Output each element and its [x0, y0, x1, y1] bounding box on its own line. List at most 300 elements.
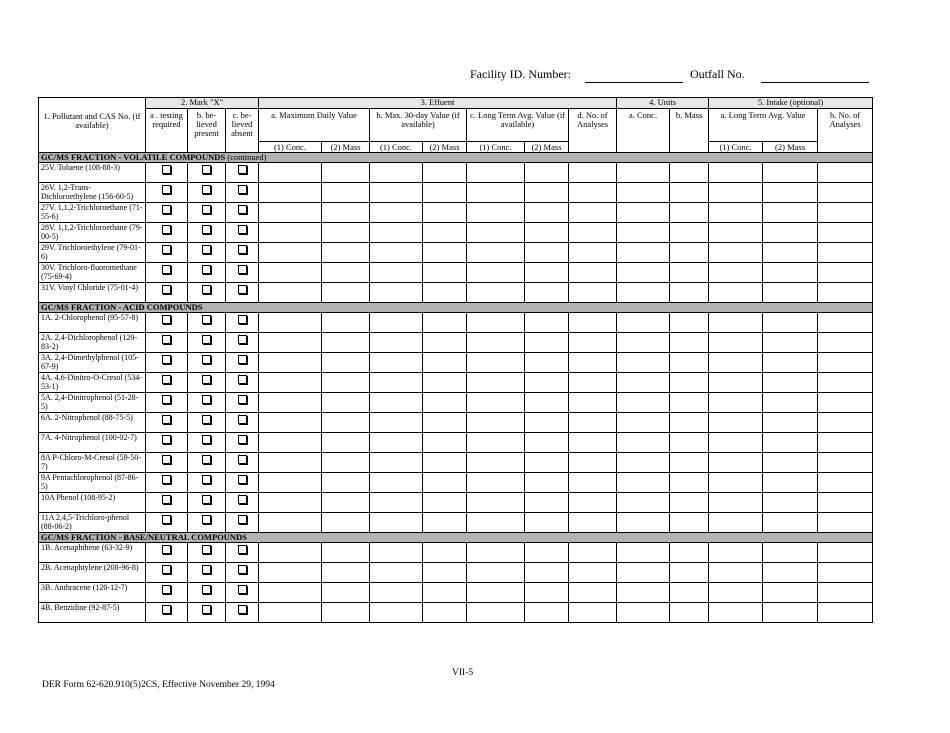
long-term-conc-input[interactable]: [467, 543, 525, 563]
max-30day-conc-input[interactable]: [370, 493, 423, 513]
intake-conc-input[interactable]: [709, 263, 763, 283]
units-mass-input[interactable]: [670, 373, 709, 393]
max-30day-mass-input[interactable]: [423, 313, 467, 333]
intake-analyses-input[interactable]: [818, 433, 873, 453]
believed-absent-checkbox[interactable]: [238, 285, 247, 294]
max-daily-conc-input[interactable]: [259, 263, 322, 283]
intake-analyses-input[interactable]: [818, 453, 873, 473]
long-term-conc-input[interactable]: [467, 513, 525, 533]
num-analyses-input[interactable]: [569, 473, 617, 493]
believed-present-checkbox[interactable]: [202, 315, 211, 324]
units-mass-input[interactable]: [670, 413, 709, 433]
testing-required-checkbox[interactable]: [162, 245, 171, 254]
num-analyses-input[interactable]: [569, 563, 617, 583]
intake-conc-input[interactable]: [709, 603, 763, 623]
believed-present-checkbox[interactable]: [202, 165, 211, 174]
believed-absent-checkbox[interactable]: [238, 435, 247, 444]
believed-present-checkbox[interactable]: [202, 245, 211, 254]
max-30day-conc-input[interactable]: [370, 353, 423, 373]
max-30day-conc-input[interactable]: [370, 263, 423, 283]
long-term-mass-input[interactable]: [525, 203, 569, 223]
max-30day-mass-input[interactable]: [423, 473, 467, 493]
max-30day-mass-input[interactable]: [423, 373, 467, 393]
num-analyses-input[interactable]: [569, 493, 617, 513]
testing-required-checkbox[interactable]: [162, 455, 171, 464]
units-mass-input[interactable]: [670, 513, 709, 533]
max-daily-mass-input[interactable]: [322, 353, 370, 373]
units-conc-input[interactable]: [617, 263, 670, 283]
max-daily-mass-input[interactable]: [322, 373, 370, 393]
long-term-mass-input[interactable]: [525, 583, 569, 603]
intake-analyses-input[interactable]: [818, 473, 873, 493]
long-term-conc-input[interactable]: [467, 243, 525, 263]
max-daily-mass-input[interactable]: [322, 393, 370, 413]
intake-analyses-input[interactable]: [818, 493, 873, 513]
intake-analyses-input[interactable]: [818, 413, 873, 433]
max-daily-conc-input[interactable]: [259, 543, 322, 563]
units-mass-input[interactable]: [670, 393, 709, 413]
long-term-conc-input[interactable]: [467, 163, 525, 183]
intake-analyses-input[interactable]: [818, 543, 873, 563]
max-30day-conc-input[interactable]: [370, 433, 423, 453]
max-30day-mass-input[interactable]: [423, 243, 467, 263]
max-daily-mass-input[interactable]: [322, 263, 370, 283]
max-30day-mass-input[interactable]: [423, 543, 467, 563]
long-term-conc-input[interactable]: [467, 493, 525, 513]
max-30day-mass-input[interactable]: [423, 583, 467, 603]
believed-absent-checkbox[interactable]: [238, 455, 247, 464]
units-conc-input[interactable]: [617, 283, 670, 303]
max-daily-mass-input[interactable]: [322, 223, 370, 243]
units-mass-input[interactable]: [670, 203, 709, 223]
testing-required-checkbox[interactable]: [162, 395, 171, 404]
intake-mass-input[interactable]: [763, 413, 818, 433]
num-analyses-input[interactable]: [569, 433, 617, 453]
believed-absent-checkbox[interactable]: [238, 475, 247, 484]
max-30day-mass-input[interactable]: [423, 603, 467, 623]
max-30day-mass-input[interactable]: [423, 353, 467, 373]
units-mass-input[interactable]: [670, 583, 709, 603]
max-daily-conc-input[interactable]: [259, 413, 322, 433]
max-30day-conc-input[interactable]: [370, 563, 423, 583]
believed-present-checkbox[interactable]: [202, 475, 211, 484]
believed-absent-checkbox[interactable]: [238, 585, 247, 594]
testing-required-checkbox[interactable]: [162, 435, 171, 444]
believed-absent-checkbox[interactable]: [238, 315, 247, 324]
num-analyses-input[interactable]: [569, 243, 617, 263]
max-30day-mass-input[interactable]: [423, 283, 467, 303]
max-30day-mass-input[interactable]: [423, 163, 467, 183]
units-conc-input[interactable]: [617, 393, 670, 413]
testing-required-checkbox[interactable]: [162, 565, 171, 574]
max-daily-mass-input[interactable]: [322, 163, 370, 183]
intake-conc-input[interactable]: [709, 493, 763, 513]
long-term-mass-input[interactable]: [525, 313, 569, 333]
intake-analyses-input[interactable]: [818, 263, 873, 283]
believed-present-checkbox[interactable]: [202, 285, 211, 294]
units-mass-input[interactable]: [670, 473, 709, 493]
believed-present-checkbox[interactable]: [202, 515, 211, 524]
max-30day-mass-input[interactable]: [423, 453, 467, 473]
units-mass-input[interactable]: [670, 223, 709, 243]
testing-required-checkbox[interactable]: [162, 495, 171, 504]
long-term-mass-input[interactable]: [525, 493, 569, 513]
units-conc-input[interactable]: [617, 333, 670, 353]
believed-present-checkbox[interactable]: [202, 395, 211, 404]
believed-absent-checkbox[interactable]: [238, 495, 247, 504]
long-term-conc-input[interactable]: [467, 583, 525, 603]
num-analyses-input[interactable]: [569, 183, 617, 203]
believed-present-checkbox[interactable]: [202, 495, 211, 504]
max-30day-conc-input[interactable]: [370, 583, 423, 603]
max-daily-conc-input[interactable]: [259, 493, 322, 513]
long-term-conc-input[interactable]: [467, 283, 525, 303]
intake-mass-input[interactable]: [763, 563, 818, 583]
intake-analyses-input[interactable]: [818, 583, 873, 603]
units-mass-input[interactable]: [670, 453, 709, 473]
long-term-mass-input[interactable]: [525, 333, 569, 353]
units-mass-input[interactable]: [670, 263, 709, 283]
max-daily-conc-input[interactable]: [259, 223, 322, 243]
intake-conc-input[interactable]: [709, 283, 763, 303]
testing-required-checkbox[interactable]: [162, 585, 171, 594]
max-30day-conc-input[interactable]: [370, 183, 423, 203]
intake-conc-input[interactable]: [709, 203, 763, 223]
testing-required-checkbox[interactable]: [162, 165, 171, 174]
long-term-mass-input[interactable]: [525, 413, 569, 433]
num-analyses-input[interactable]: [569, 453, 617, 473]
max-daily-mass-input[interactable]: [322, 313, 370, 333]
believed-absent-checkbox[interactable]: [238, 375, 247, 384]
intake-conc-input[interactable]: [709, 473, 763, 493]
long-term-mass-input[interactable]: [525, 243, 569, 263]
intake-conc-input[interactable]: [709, 183, 763, 203]
units-mass-input[interactable]: [670, 243, 709, 263]
believed-present-checkbox[interactable]: [202, 335, 211, 344]
long-term-conc-input[interactable]: [467, 183, 525, 203]
intake-mass-input[interactable]: [763, 513, 818, 533]
num-analyses-input[interactable]: [569, 223, 617, 243]
units-conc-input[interactable]: [617, 563, 670, 583]
believed-present-checkbox[interactable]: [202, 585, 211, 594]
testing-required-checkbox[interactable]: [162, 185, 171, 194]
max-30day-conc-input[interactable]: [370, 203, 423, 223]
units-conc-input[interactable]: [617, 493, 670, 513]
testing-required-checkbox[interactable]: [162, 335, 171, 344]
intake-conc-input[interactable]: [709, 563, 763, 583]
believed-present-checkbox[interactable]: [202, 375, 211, 384]
believed-absent-checkbox[interactable]: [238, 265, 247, 274]
max-daily-mass-input[interactable]: [322, 453, 370, 473]
max-daily-mass-input[interactable]: [322, 413, 370, 433]
believed-present-checkbox[interactable]: [202, 205, 211, 214]
units-conc-input[interactable]: [617, 163, 670, 183]
outfall-field[interactable]: [761, 82, 869, 83]
units-conc-input[interactable]: [617, 183, 670, 203]
testing-required-checkbox[interactable]: [162, 285, 171, 294]
intake-analyses-input[interactable]: [818, 393, 873, 413]
num-analyses-input[interactable]: [569, 513, 617, 533]
long-term-mass-input[interactable]: [525, 163, 569, 183]
long-term-mass-input[interactable]: [525, 263, 569, 283]
max-30day-conc-input[interactable]: [370, 283, 423, 303]
believed-present-checkbox[interactable]: [202, 565, 211, 574]
units-mass-input[interactable]: [670, 183, 709, 203]
max-30day-conc-input[interactable]: [370, 313, 423, 333]
intake-mass-input[interactable]: [763, 543, 818, 563]
intake-analyses-input[interactable]: [818, 183, 873, 203]
max-30day-conc-input[interactable]: [370, 603, 423, 623]
believed-present-checkbox[interactable]: [202, 415, 211, 424]
long-term-mass-input[interactable]: [525, 453, 569, 473]
long-term-mass-input[interactable]: [525, 373, 569, 393]
intake-mass-input[interactable]: [763, 583, 818, 603]
max-daily-conc-input[interactable]: [259, 453, 322, 473]
long-term-mass-input[interactable]: [525, 513, 569, 533]
long-term-conc-input[interactable]: [467, 473, 525, 493]
max-30day-mass-input[interactable]: [423, 263, 467, 283]
long-term-conc-input[interactable]: [467, 313, 525, 333]
believed-absent-checkbox[interactable]: [238, 245, 247, 254]
long-term-conc-input[interactable]: [467, 563, 525, 583]
max-daily-mass-input[interactable]: [322, 513, 370, 533]
num-analyses-input[interactable]: [569, 333, 617, 353]
max-30day-conc-input[interactable]: [370, 393, 423, 413]
num-analyses-input[interactable]: [569, 163, 617, 183]
intake-analyses-input[interactable]: [818, 243, 873, 263]
max-daily-mass-input[interactable]: [322, 563, 370, 583]
max-30day-conc-input[interactable]: [370, 453, 423, 473]
max-daily-conc-input[interactable]: [259, 603, 322, 623]
intake-mass-input[interactable]: [763, 313, 818, 333]
believed-present-checkbox[interactable]: [202, 545, 211, 554]
long-term-mass-input[interactable]: [525, 353, 569, 373]
believed-absent-checkbox[interactable]: [238, 335, 247, 344]
units-conc-input[interactable]: [617, 373, 670, 393]
intake-mass-input[interactable]: [763, 433, 818, 453]
long-term-conc-input[interactable]: [467, 203, 525, 223]
testing-required-checkbox[interactable]: [162, 605, 171, 614]
units-conc-input[interactable]: [617, 433, 670, 453]
intake-conc-input[interactable]: [709, 513, 763, 533]
long-term-conc-input[interactable]: [467, 373, 525, 393]
intake-mass-input[interactable]: [763, 203, 818, 223]
max-daily-conc-input[interactable]: [259, 183, 322, 203]
max-30day-mass-input[interactable]: [423, 333, 467, 353]
intake-conc-input[interactable]: [709, 223, 763, 243]
max-30day-mass-input[interactable]: [423, 563, 467, 583]
units-mass-input[interactable]: [670, 493, 709, 513]
num-analyses-input[interactable]: [569, 283, 617, 303]
units-mass-input[interactable]: [670, 333, 709, 353]
long-term-conc-input[interactable]: [467, 333, 525, 353]
max-30day-conc-input[interactable]: [370, 243, 423, 263]
long-term-mass-input[interactable]: [525, 183, 569, 203]
long-term-mass-input[interactable]: [525, 283, 569, 303]
max-daily-conc-input[interactable]: [259, 333, 322, 353]
units-mass-input[interactable]: [670, 603, 709, 623]
long-term-conc-input[interactable]: [467, 433, 525, 453]
units-conc-input[interactable]: [617, 603, 670, 623]
max-daily-conc-input[interactable]: [259, 393, 322, 413]
max-30day-conc-input[interactable]: [370, 333, 423, 353]
long-term-conc-input[interactable]: [467, 393, 525, 413]
units-conc-input[interactable]: [617, 223, 670, 243]
believed-absent-checkbox[interactable]: [238, 545, 247, 554]
intake-conc-input[interactable]: [709, 453, 763, 473]
long-term-mass-input[interactable]: [525, 563, 569, 583]
believed-absent-checkbox[interactable]: [238, 395, 247, 404]
intake-conc-input[interactable]: [709, 353, 763, 373]
max-30day-conc-input[interactable]: [370, 513, 423, 533]
intake-conc-input[interactable]: [709, 543, 763, 563]
long-term-mass-input[interactable]: [525, 543, 569, 563]
units-conc-input[interactable]: [617, 513, 670, 533]
max-daily-mass-input[interactable]: [322, 283, 370, 303]
max-daily-mass-input[interactable]: [322, 203, 370, 223]
believed-present-checkbox[interactable]: [202, 455, 211, 464]
units-conc-input[interactable]: [617, 243, 670, 263]
long-term-conc-input[interactable]: [467, 413, 525, 433]
long-term-conc-input[interactable]: [467, 603, 525, 623]
units-mass-input[interactable]: [670, 163, 709, 183]
units-conc-input[interactable]: [617, 453, 670, 473]
max-30day-mass-input[interactable]: [423, 493, 467, 513]
units-mass-input[interactable]: [670, 543, 709, 563]
max-30day-mass-input[interactable]: [423, 413, 467, 433]
intake-mass-input[interactable]: [763, 373, 818, 393]
intake-analyses-input[interactable]: [818, 603, 873, 623]
long-term-conc-input[interactable]: [467, 263, 525, 283]
num-analyses-input[interactable]: [569, 603, 617, 623]
num-analyses-input[interactable]: [569, 203, 617, 223]
units-conc-input[interactable]: [617, 583, 670, 603]
max-daily-conc-input[interactable]: [259, 163, 322, 183]
units-conc-input[interactable]: [617, 413, 670, 433]
num-analyses-input[interactable]: [569, 583, 617, 603]
max-30day-mass-input[interactable]: [423, 393, 467, 413]
units-mass-input[interactable]: [670, 563, 709, 583]
units-mass-input[interactable]: [670, 353, 709, 373]
num-analyses-input[interactable]: [569, 543, 617, 563]
facility-id-field[interactable]: [585, 82, 683, 83]
max-daily-mass-input[interactable]: [322, 243, 370, 263]
units-mass-input[interactable]: [670, 433, 709, 453]
max-30day-conc-input[interactable]: [370, 413, 423, 433]
testing-required-checkbox[interactable]: [162, 545, 171, 554]
max-30day-mass-input[interactable]: [423, 433, 467, 453]
max-30day-mass-input[interactable]: [423, 223, 467, 243]
intake-conc-input[interactable]: [709, 243, 763, 263]
intake-mass-input[interactable]: [763, 283, 818, 303]
long-term-conc-input[interactable]: [467, 353, 525, 373]
believed-present-checkbox[interactable]: [202, 435, 211, 444]
intake-conc-input[interactable]: [709, 583, 763, 603]
intake-conc-input[interactable]: [709, 333, 763, 353]
units-mass-input[interactable]: [670, 313, 709, 333]
intake-conc-input[interactable]: [709, 313, 763, 333]
believed-absent-checkbox[interactable]: [238, 565, 247, 574]
units-conc-input[interactable]: [617, 203, 670, 223]
max-30day-mass-input[interactable]: [423, 183, 467, 203]
max-daily-mass-input[interactable]: [322, 473, 370, 493]
believed-absent-checkbox[interactable]: [238, 185, 247, 194]
long-term-mass-input[interactable]: [525, 433, 569, 453]
max-daily-conc-input[interactable]: [259, 203, 322, 223]
intake-mass-input[interactable]: [763, 223, 818, 243]
max-30day-conc-input[interactable]: [370, 223, 423, 243]
max-daily-mass-input[interactable]: [322, 493, 370, 513]
believed-absent-checkbox[interactable]: [238, 605, 247, 614]
max-30day-conc-input[interactable]: [370, 163, 423, 183]
intake-analyses-input[interactable]: [818, 313, 873, 333]
intake-mass-input[interactable]: [763, 603, 818, 623]
max-daily-mass-input[interactable]: [322, 333, 370, 353]
intake-analyses-input[interactable]: [818, 223, 873, 243]
max-daily-conc-input[interactable]: [259, 433, 322, 453]
intake-mass-input[interactable]: [763, 183, 818, 203]
testing-required-checkbox[interactable]: [162, 205, 171, 214]
max-30day-conc-input[interactable]: [370, 373, 423, 393]
max-daily-conc-input[interactable]: [259, 283, 322, 303]
max-daily-mass-input[interactable]: [322, 583, 370, 603]
num-analyses-input[interactable]: [569, 393, 617, 413]
max-daily-conc-input[interactable]: [259, 563, 322, 583]
intake-analyses-input[interactable]: [818, 163, 873, 183]
num-analyses-input[interactable]: [569, 313, 617, 333]
intake-analyses-input[interactable]: [818, 513, 873, 533]
num-analyses-input[interactable]: [569, 413, 617, 433]
intake-mass-input[interactable]: [763, 163, 818, 183]
units-conc-input[interactable]: [617, 543, 670, 563]
intake-mass-input[interactable]: [763, 393, 818, 413]
intake-conc-input[interactable]: [709, 413, 763, 433]
intake-mass-input[interactable]: [763, 493, 818, 513]
max-daily-conc-input[interactable]: [259, 373, 322, 393]
believed-absent-checkbox[interactable]: [238, 225, 247, 234]
long-term-mass-input[interactable]: [525, 603, 569, 623]
max-30day-conc-input[interactable]: [370, 543, 423, 563]
testing-required-checkbox[interactable]: [162, 375, 171, 384]
max-daily-mass-input[interactable]: [322, 543, 370, 563]
believed-absent-checkbox[interactable]: [238, 515, 247, 524]
believed-present-checkbox[interactable]: [202, 355, 211, 364]
max-daily-mass-input[interactable]: [322, 603, 370, 623]
max-daily-conc-input[interactable]: [259, 243, 322, 263]
intake-conc-input[interactable]: [709, 163, 763, 183]
believed-present-checkbox[interactable]: [202, 185, 211, 194]
intake-analyses-input[interactable]: [818, 283, 873, 303]
intake-analyses-input[interactable]: [818, 203, 873, 223]
max-daily-conc-input[interactable]: [259, 583, 322, 603]
intake-mass-input[interactable]: [763, 453, 818, 473]
intake-mass-input[interactable]: [763, 263, 818, 283]
intake-analyses-input[interactable]: [818, 373, 873, 393]
max-30day-mass-input[interactable]: [423, 203, 467, 223]
max-daily-conc-input[interactable]: [259, 353, 322, 373]
max-daily-conc-input[interactable]: [259, 313, 322, 333]
testing-required-checkbox[interactable]: [162, 415, 171, 424]
intake-conc-input[interactable]: [709, 393, 763, 413]
testing-required-checkbox[interactable]: [162, 355, 171, 364]
believed-present-checkbox[interactable]: [202, 605, 211, 614]
testing-required-checkbox[interactable]: [162, 315, 171, 324]
num-analyses-input[interactable]: [569, 373, 617, 393]
max-daily-mass-input[interactable]: [322, 183, 370, 203]
long-term-conc-input[interactable]: [467, 453, 525, 473]
intake-analyses-input[interactable]: [818, 353, 873, 373]
max-daily-conc-input[interactable]: [259, 513, 322, 533]
